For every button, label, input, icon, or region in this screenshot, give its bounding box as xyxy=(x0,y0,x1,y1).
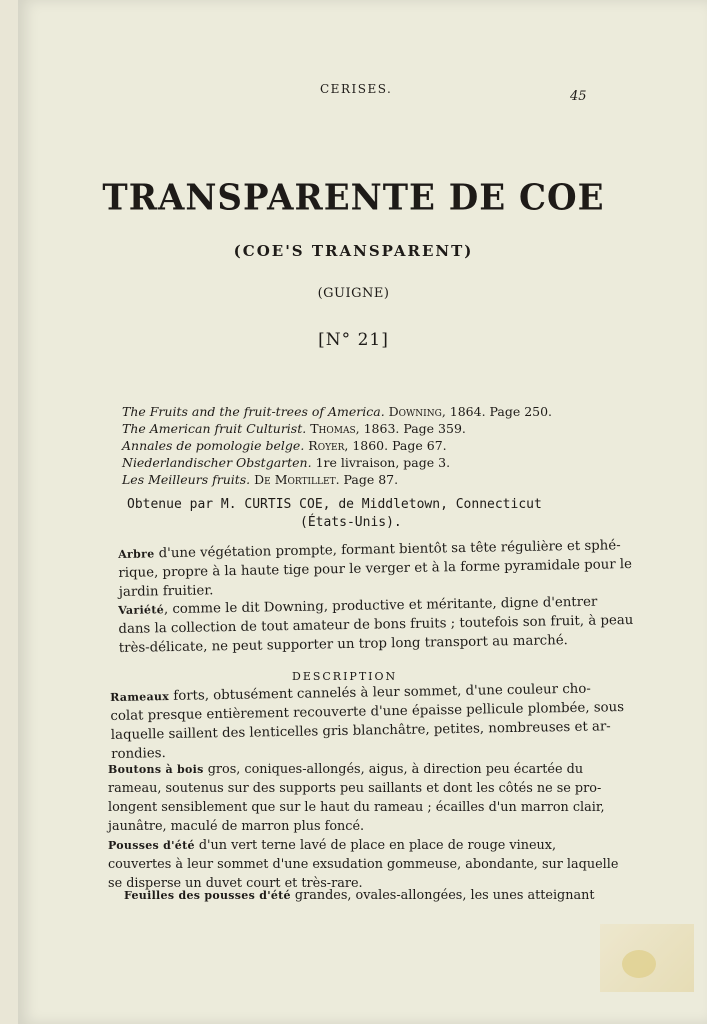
paragraph-boutons: Boutons à bois gros, coniques-allongés, aigus, à direction peu écartée du rameau, soutenus sur des supports peu saillants et dont les côtés ne se pro- longent sensiblement que sur le haut du rameau ; écailles d'un marron clair, jaunâtre, maculé de marron plus foncé. xyxy=(108,762,605,834)
page-title: TRANSPARENTE DE COE xyxy=(102,177,605,219)
reference-item: Annales de pomologie belge. Royer, 1860. Page 67. xyxy=(122,438,447,453)
page-number: 45 xyxy=(570,89,587,104)
reference-item: The American fruit Culturist. Thomas, 1863. Page 359. xyxy=(122,421,466,436)
running-head: CERISES. xyxy=(320,82,393,96)
reference-item: Niederlandischer Obstgarten. 1re livraison, page 3. xyxy=(122,455,451,470)
english-name: (COE'S TRANSPARENT) xyxy=(233,242,474,260)
watermark-image xyxy=(600,924,694,992)
origin-statement-country: (États-Unis). xyxy=(300,515,402,530)
fruit-type: (GUIGNE) xyxy=(317,286,390,301)
paragraph-pousses: Pousses d'été d'un vert terne lavé de place en place de rouge vineux, couvertes à leur sommet d'une exsudation gommeuse, abondante, sur laquelle se disperse un duvet court et très-rare. xyxy=(108,838,619,891)
paragraph-feuilles: Feuilles des pousses d'été grandes, ovales-allongées, les unes atteignant xyxy=(124,888,595,903)
paragraph-variete: Variété, comme le dit Downing, productive et méritante, digne d'entrer dans la collection de tout amateur de bons fruits ; toutefois son fruit, à peau très-délicate, ne peut supporter un trop long transport au marché. xyxy=(118,594,634,656)
paragraph-rameaux: Rameaux forts, obtusément cannelés à leur sommet, d'une couleur cho- colat presque entièrement recouverte d'une épaisse pellicule plombée, sous laquelle saillent des lenticelles gris blanchâtre, petites, nombreuses et ar- rondies. xyxy=(110,681,625,762)
reference-item: The Fruits and the fruit-trees of America. Downing, 1864. Page 250. xyxy=(122,404,553,419)
variety-number: [N° 21] xyxy=(318,330,389,350)
references-list xyxy=(122,403,552,488)
fruit-icon xyxy=(622,950,656,978)
paragraph-arbre: Arbre d'une végétation prompte, formant bientôt sa tête régulière et sphé- rique, propre à la haute tige pour le verger et à la forme pyramidale pour le jardin fruitier. xyxy=(118,538,633,600)
reference-item: Les Meilleurs fruits. De Mortillet. Page 87. xyxy=(122,472,399,487)
description-heading: DESCRIPTION xyxy=(292,670,398,683)
origin-statement: Obtenue par M. CURTIS COE, de Middletown, Connecticut xyxy=(127,497,542,512)
